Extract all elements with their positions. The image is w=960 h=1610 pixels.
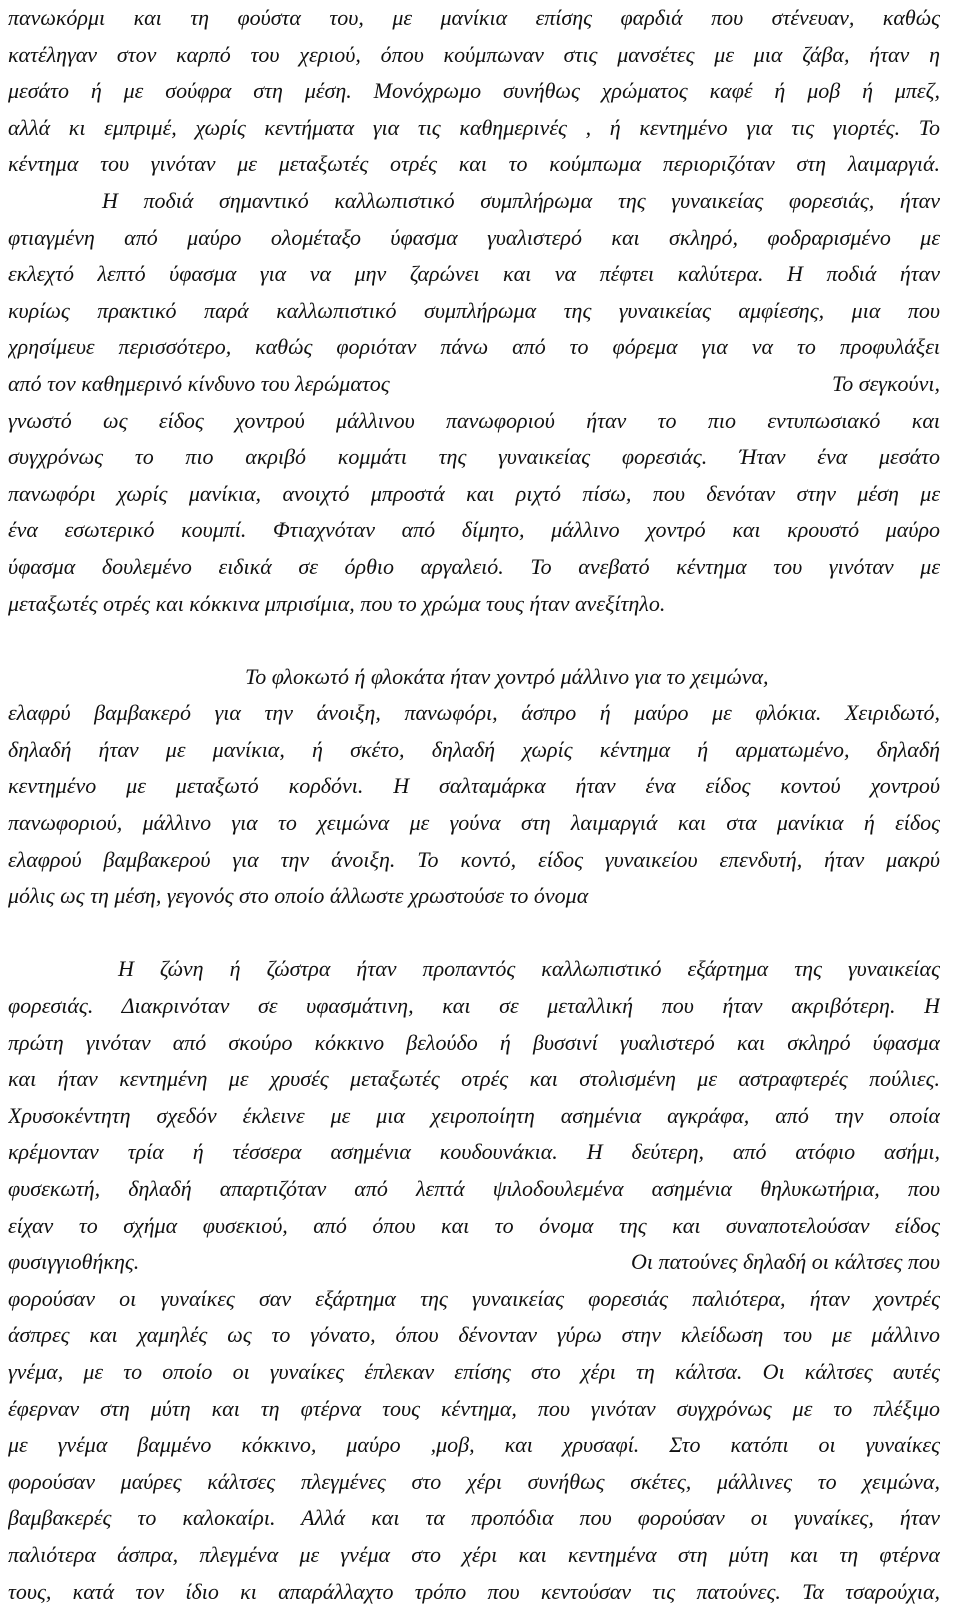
text-segment-right: Οι πατούνες δηλαδή οι κάλτσες που (631, 1249, 940, 1275)
text-line: κρέμονταν τρία ή τέσσερα ασημένια κουδουνάκια. Η δεύτερη, από ατόφιο ασήμι, (8, 1139, 940, 1165)
text-line: παλιότερα άσπρα, πλεγμένα με γνέμα στο χέρι και κεντημένα στη μύτη και τη φτέρνα (8, 1541, 940, 1567)
text-line: πανωφοριού, μάλλινο για το χειμώνα με γούνα στη λαιμαργιά και στα μανίκια ή είδος (8, 810, 940, 836)
text-line: είχαν το σχήμα φυσεκιού, από όπου και το όνομα της και συναποτελούσαν είδος (8, 1212, 940, 1238)
text-line: Η ποδιά σημαντικό καλλωπιστικό συμπλήρωμα της γυναικείας φορεσιάς, ήταν (102, 187, 940, 213)
text-line: συγχρόνως το πιο ακριβό κομμάτι της γυναικείας φορεσιάς. Ήταν ένα μεσάτο (8, 444, 940, 470)
text-line: κέντημα του γινόταν με μεταξωτές οτρές και το κούμπωμα περιοριζόταν στη λαιμαργιά. (8, 151, 940, 177)
text-line: μεταξωτές οτρές και κόκκινα μπρισίμια, που το χρώμα τους ήταν ανεξίτηλο. (8, 590, 666, 616)
text-line: ελαφρού βαμβακερού για την άνοιξη. Το κοντό, είδος γυναικείου επενδυτή, ήταν μακρύ (8, 846, 940, 872)
paragraph-flokata (8, 659, 940, 915)
text-line: μεσάτο ή με σούφρα στη μέση. Μονόχρωμο συνήθως χρώματος καφέ ή μοβ ή μπεζ, (8, 78, 940, 104)
text-segment-right: Το σεγκούνι, (832, 370, 940, 396)
text-line: κυρίως πρακτικό παρά καλλωπιστικό συμπλήρωμα της γυναικείας αμφίεσης, μια που (8, 297, 940, 323)
paragraph-gap (8, 622, 940, 659)
text-line-split (8, 366, 940, 403)
text-line: κεντημένο με μεταξωτό κορδόνι. Η σαλταμάρκα ήταν ένα είδος κοντού χοντρού (8, 773, 940, 799)
text-line: άσπρες και χαμηλές ως το γόνατο, όπου δένονταν γύρω στην κλείδωση του με μάλλινο (8, 1322, 940, 1348)
text-line: δηλαδή ήταν με μανίκια, ή σκέτο, δηλαδή χωρίς κέντημα ή αρματωμένο, δηλαδή (8, 736, 940, 762)
text-line: φορεσιάς. Διακρινόταν σε υφασμάτινη, και σε μεταλλική που ήταν ακριβότερη. Η (8, 993, 940, 1019)
text-line: γνέμα, με το οποίο οι γυναίκες έπλεκαν επίσης στο χέρι τη κάλτσα. Οι κάλτσες αυτές (8, 1358, 940, 1384)
text-line: Το φλοκωτό ή φλοκάτα ήταν χοντρό μάλλινο για το χειμώνα, (245, 663, 769, 689)
paragraph-apron (8, 183, 940, 622)
text-line: αλλά κι εμπριμέ, χωρίς κεντήματα για τις καθημερινές , ή κεντημένο για τις γιορτές. Το (8, 114, 940, 140)
text-line: έφερναν στη μύτη και τη φτέρνα τους κέντημα, που γινόταν συγχρόνως με το πλέξιμο (8, 1395, 940, 1421)
text-line: με γνέμα βαμμένο κόκκινο, μαύρο ,μοβ, και χρυσαφί. Στο κατόπι οι γυναίκες (8, 1432, 940, 1458)
text-line: ένα εσωτερικό κουμπί. Φτιαχνόταν από δίμητο, μάλλινο χοντρό και κρουστό μαύρο (8, 517, 940, 543)
text-line: ελαφρύ βαμβακερό για την άνοιξη, πανωφόρι, άσπρο ή μαύρο με φλόκια. Χειριδωτό, (8, 700, 940, 726)
paragraph-belt (8, 951, 940, 1610)
text-line: ύφασμα δουλεμένο ειδικά σε όρθιο αργαλειό. Το ανεβατό κέντημα του γινόταν με (8, 553, 940, 579)
text-line: φορούσαν μαύρες κάλτσες πλεγμένες στο χέρι συνήθως σκέτες, μάλλινες το χειμώνα, (8, 1468, 940, 1494)
text-line: χρησίμευε περισσότερο, καθώς φοριόταν πάνω από το φόρεμα για να το προφυλάξει (8, 334, 940, 360)
paragraph-gap (8, 915, 940, 952)
text-line: πανωφόρι χωρίς μανίκια, ανοιχτό μπροστά και ριχτό πίσω, που δενόταν στην μέση με (8, 480, 940, 506)
text-line: φτιαγμένη από μαύρο ολομέταξο ύφασμα γυαλιστερό και σκληρό, φοδραρισμένο με (8, 224, 940, 250)
text-line: κατέληγαν στον καρπό του χεριού, όπου κούμπωναν στις μανσέτες με μια ζάβα, ήταν η (8, 41, 940, 67)
text-line: φυσεκωτή, δηλαδή απαρτιζόταν από λεπτά ψιλοδουλεμένα ασημένια θηλυκωτήρια, που (8, 1176, 940, 1201)
text-line: βαμβακερές το καλοκαίρι. Αλλά και τα προπόδια που φορούσαν οι γυναίκες, ήταν (8, 1505, 940, 1531)
text-line: Η ζώνη ή ζώστρα ήταν προπαντός καλλωπιστικό εξάρτημα της γυναικείας (118, 956, 940, 982)
text-line: και ήταν κεντημένη με χρυσές μεταξωτές οτρές και στολισμένη με αστραφτερές πούλιες. (8, 1066, 940, 1092)
text-line: πανωκόρμι και τη φούστα του, με μανίκια επίσης φαρδιά που στένευαν, καθώς (8, 5, 940, 30)
text-segment-left: από τον καθημερινό κίνδυνο του λερώματος (8, 370, 390, 396)
text-line-split (8, 1244, 940, 1281)
text-line: εκλεχτό λεπτό ύφασμα για να μην ζαρώνει και να πέφτει καλύτερα. Η ποδιά ήταν (8, 261, 940, 287)
text-line: τους, κατά τον ίδιο κι απαράλλαχτο τρόπο που κεντούσαν τις πατούνες. Τα τσαρούχια, (8, 1578, 940, 1604)
text-line: Χρυσοκέντητη σχεδόν έκλεινε με μια χειροποίητη ασημένια αγκράφα, από την οποία (8, 1102, 940, 1128)
text-segment-left: φυσιγγιοθήκης. (8, 1249, 140, 1275)
text-line: μόλις ως τη μέση, γεγονός στο οποίο άλλωστε χρωστούσε το όνομα (8, 883, 589, 909)
text-line: πρώτη γινόταν από σκούρο κόκκινο βελούδο ή βυσσινί γυαλιστερό και σκληρό ύφασμα (8, 1029, 940, 1055)
paragraph-blouse (8, 0, 940, 183)
text-line: φορούσαν οι γυναίκες σαν εξάρτημα της γυναικείας φορεσιάς παλιότερα, ήταν χοντρές (8, 1285, 940, 1311)
text-line: γνωστό ως είδος χοντρού μάλλινου πανωφοριού ήταν το πιο εντυπωσιακό και (8, 407, 940, 433)
